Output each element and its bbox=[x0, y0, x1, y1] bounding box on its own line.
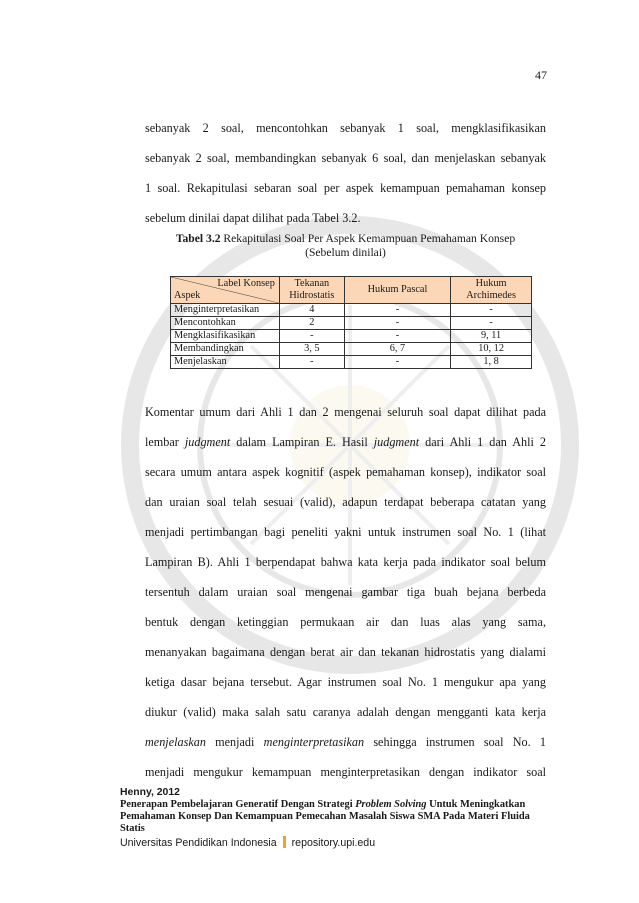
text-line: menjelaskan menjadi menginterpretasikan sehingga instrumen soal No. 1 bbox=[145, 735, 546, 749]
repository-link[interactable]: repository.upi.edu bbox=[291, 837, 376, 849]
text-line: menanyakan bagaimana dengan berat air dan tekanan hidrostatis yang dialami bbox=[145, 645, 546, 659]
footer-title-line2: Pemahaman Konsep Dan Kemampuan Pemecahan Masalah Siswa SMA Pada Materi Fluida bbox=[120, 811, 530, 822]
table-row bbox=[171, 356, 532, 369]
text-line: 1 soal. Rekapitulasi sebaran soal per aspek kemampuan pemahaman konsep bbox=[145, 181, 546, 195]
text-line: Komentar umum dari Ahli 1 dan 2 mengenai seluruh soal dapat dilihat pada bbox=[145, 405, 546, 419]
aspect-cell: Membandingkan bbox=[171, 343, 280, 356]
table-row bbox=[171, 343, 532, 356]
value-cell: - bbox=[279, 356, 344, 369]
text-line: dan uraian soal telah sesuai (valid), adapun terdapat beberapa catatan yang bbox=[145, 495, 546, 509]
header-label-konsep: Label Konsep bbox=[217, 278, 275, 289]
value-cell: - bbox=[344, 317, 450, 330]
aspect-cell: Menjelaskan bbox=[171, 356, 280, 369]
footer-university bbox=[120, 836, 570, 849]
paragraph-commentary bbox=[145, 397, 546, 787]
header-label-aspek: Aspek bbox=[174, 290, 201, 301]
column-header: Tekanan Hidrostatis bbox=[279, 277, 344, 304]
table-caption-text: Rekapitulasi Soal Per Aspek Kemampuan Pemahaman Konsep bbox=[220, 232, 516, 245]
text-line: menjadi pertimbangan bagi peneliti yakni untuk instrumen soal No. 1 (lihat bbox=[145, 525, 546, 539]
text-line: ketiga dasar bejana tersebut. Agar instrumen soal No. 1 mengukur apa yang bbox=[145, 675, 546, 689]
text-line: menjadi mengukur kemampuan menginterpretasikan dengan indikator soal bbox=[145, 765, 546, 779]
value-cell: - bbox=[344, 304, 450, 317]
text-line: tersentuh dalam uraian soal mengenai gambar tiga buah bejana berbeda bbox=[145, 585, 546, 599]
aspect-cell: Mengklasifikasikan bbox=[171, 330, 280, 343]
value-cell: - bbox=[451, 317, 532, 330]
value-cell: 4 bbox=[279, 304, 344, 317]
paragraph-intro bbox=[145, 113, 546, 233]
text-line: Lampiran B). Ahli 1 berpendapat bahwa kata kerja pada indikator soal belum bbox=[145, 555, 546, 569]
value-cell: - bbox=[279, 330, 344, 343]
footer-title-line3: Statis bbox=[120, 823, 145, 834]
table-row bbox=[171, 330, 532, 343]
recap-table bbox=[170, 276, 532, 369]
separator-bar bbox=[283, 836, 286, 848]
column-header: Hukum Pascal bbox=[344, 277, 450, 304]
value-cell: 3, 5 bbox=[279, 343, 344, 356]
table-row bbox=[171, 304, 532, 317]
value-cell: 9, 11 bbox=[451, 330, 532, 343]
table-caption-label: Tabel 3.2 bbox=[175, 232, 221, 245]
table-row bbox=[171, 317, 532, 330]
aspect-cell: Mencontohkan bbox=[171, 317, 280, 330]
text-line: secara umum antara aspek kognitif (aspek pemahaman konsep), indikator soal bbox=[145, 465, 546, 479]
value-cell: - bbox=[451, 304, 532, 317]
university-name: Universitas Pendidikan Indonesia bbox=[120, 837, 277, 849]
value-cell: 10, 12 bbox=[451, 343, 532, 356]
footer-title: Penerapan Pembelajaran Generatif Dengan Strategi Problem Solving Untuk Meningkatkan bbox=[120, 799, 526, 810]
value-cell: 1, 8 bbox=[451, 356, 532, 369]
table-corner-header bbox=[171, 277, 280, 304]
aspect-cell: Menginterpretasikan bbox=[171, 304, 280, 317]
text-line: lembar judgment dalam Lampiran E. Hasil judgment dari Ahli 1 dan Ahli 2 bbox=[145, 435, 546, 449]
column-header: Hukum Archimedes bbox=[451, 277, 532, 304]
text-line: sebanyak 2 soal, mencontohkan sebanyak 1 soal, mengklasifikasikan bbox=[145, 121, 546, 135]
footer-author: Henny, 2012 bbox=[120, 787, 180, 798]
table-caption-subtitle: (Sebelum dinilai) bbox=[305, 246, 386, 259]
value-cell: - bbox=[344, 356, 450, 369]
page-footer bbox=[120, 787, 570, 849]
value-cell: - bbox=[344, 330, 450, 343]
text-line: bentuk dengan ketinggian permukaan air dan luas alas yang sama, bbox=[145, 615, 546, 629]
text-line: sebanyak 2 soal, membandingkan sebanyak 6 soal, dan menjelaskan sebanyak bbox=[145, 151, 546, 165]
value-cell: 6, 7 bbox=[344, 343, 450, 356]
table-header-row bbox=[171, 277, 532, 304]
value-cell: 2 bbox=[279, 317, 344, 330]
page-number: 47 bbox=[535, 68, 547, 82]
text-line: sebelum dinilai dapat dilihat pada Tabel 3.2. bbox=[145, 211, 361, 225]
table-caption bbox=[145, 232, 546, 260]
text-line: diukur (valid) maka salah satu caranya adalah dengan mengganti kata kerja bbox=[145, 705, 546, 719]
